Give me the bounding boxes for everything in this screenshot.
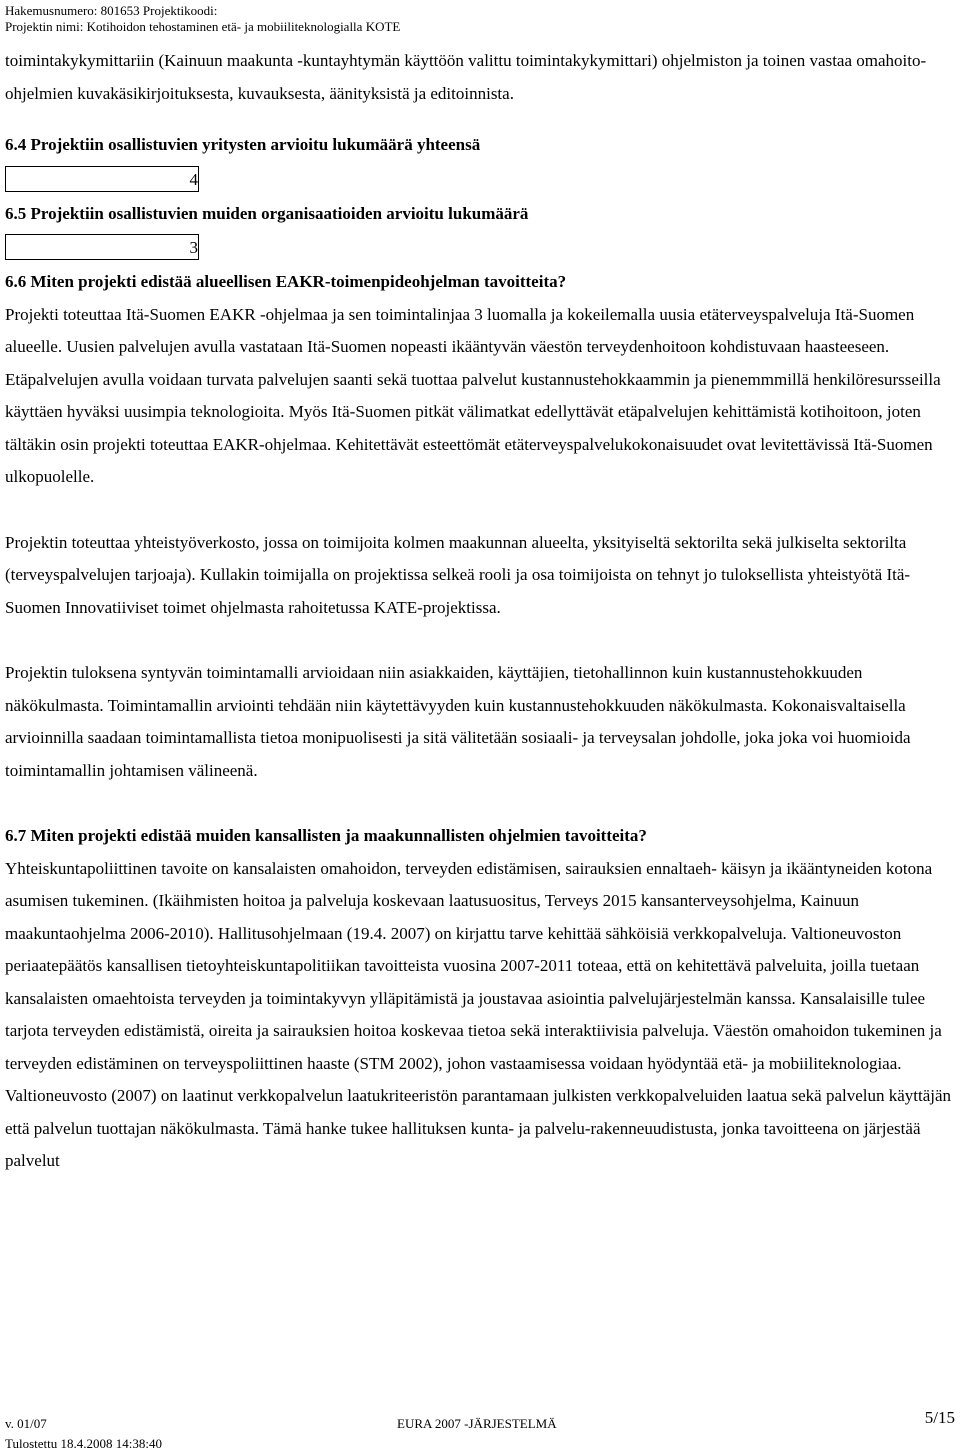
system-name: EURA 2007 -JÄRJESTELMÄ xyxy=(397,1416,557,1431)
section-6-6-paragraph: Projekti toteuttaa Itä-Suomen EAKR -ohjelmaa ja sen toimintalinjaa 3 luomalla ja kokeilemalla uusia etäterveyspalveluja Itä-Suomen alueelle. Uusien palvelujen avulla vastataan Itä-Suomen nopeasti ikääntyvän väestön terveydenhoitoon kohdistuvaan haasteeseen. Etäpalvelujen avulla voidaan turvata palvelujen saanti sekä tuottaa palvelut kustannustehokkaammin ja pienemmmillä henkilöresursseilla käyttäen hyväksi uusimpia teknologioita. Myös Itä-Suomen pitkät välimatkat edellyttävät etäpalvelujen kehittämistä kotihoitoon, joten tältäkin osin projekti toteuttaa EAKR-ohjelmaa. Kehitettävät esteettömät etäterveyspalvelukokonaisuudet ovat levitettävissä Itä-Suomen ulkopuolelle. xyxy=(5,304,941,486)
print-timestamp: Tulostettu 18.4.2008 14:38:40 xyxy=(5,1436,162,1451)
organisation-count-field xyxy=(5,234,199,260)
form-version: v. 01/07 xyxy=(5,1416,47,1431)
section-6-7-title: 6.7 Miten projekti edistää muiden kansallisten ja maakunnallisten ohjelmien tavoitteita? xyxy=(5,826,647,845)
section-6-6-paragraph: Projektin tuloksena syntyvän toimintamalli arvioidaan niin asiakkaiden, käyttäjien, tietohallinnon kuin kustannustehokkuuden näkökulmasta. Toimintamallin arviointi tehdään niin käytettävyyden kuin kustannustehokkuuden näkökulmasta. Kokonaisvaltaisella arvioinnilla saadaan toimintamallista tietoa monipuolisesti ja sitä välitetään sosiaali- ja terveysalan johdolle, joka joka voi huomioida toimintamallin johtamisen välineenä. xyxy=(5,663,911,780)
intro-paragraph: toimintakykymittariin (Kainuun maakunta -kuntayhtymän käyttöön valittu toimintakykymittari) ohjelmiston ja toinen vastaa omahoito-ohjelmien kuvakäsikirjoituksesta, kuvauksesta, äänityksistä ja editoinnista. xyxy=(5,51,927,103)
application-number: Hakemusnumero: 801653 Projektikoodi: xyxy=(5,3,218,18)
company-count-field xyxy=(5,166,199,192)
page-header xyxy=(5,3,400,35)
section-6-7-paragraph: Yhteiskuntapoliittinen tavoite on kansalaisten omahoidon, terveyden edistämisen, sairauksien ennaltaeh- käisyn ja ikääntyneiden kotona asumisen tukeminen. (Ikäihmisten hoitoa ja palveluja koskevaan laatusuositus, Terveys 2015 kansanterveysohjelma, Kainuun maakuntaohjelma 2006-2010). Hallitusohjelmaan (19.4. 2007) on kirjattu tarve kehittää sähköisiä verkkopalveluja. Valtioneuvoston periaatepäätös kansallisen tietoyhteiskuntapolitiikan tavoitteista vuosina 2007-2011 toteaa, että on kehitettävä palveluita, joilla tuetaan kansalaisten omaehtoista terveyden ja toimintakyvyn ylläpitämistä ja joustavaa asiointia palvelujärjestelmän kanssa. Kansalaisille tulee tarjota terveyden edistämistä, oireita ja sairauksien hoitoa koskevaa tietoa sekä interaktiivisia palveluja. Väestön omahoidon tukeminen ja terveyden edistäminen on terveyspoliittinen haaste (STM 2002), johon vastaamisessa voidaan hyödyntää etä- ja mobiiliteknologiaa. Valtioneuvosto (2007) on laatinut verkkopalvelun laatukriteeristön parantamaan julkisten verkkopalveluiden laatua sekä palvelun käyttäjän että palvelun tuottajan näkökulmasta. Tämä hanke tukee hallituksen kunta- ja palvelu-rakenneuudistusta, jonka tavoitteena on järjestää palvelut xyxy=(5,858,952,1170)
project-name: Projektin nimi: Kotihoidon tehostaminen etä- ja mobiiliteknologialla KOTE xyxy=(5,19,401,34)
section-6-4-title: 6.4 Projektiin osallistuvien yritysten arvioitu lukumäärä yhteensä xyxy=(5,135,481,154)
company-count-value: 4 xyxy=(189,169,198,189)
organisation-count-value: 3 xyxy=(189,238,198,257)
section-6-6-title: 6.6 Miten projekti edistää alueellisen EAKR-toimenpideohjelman tavoitteita? xyxy=(5,272,567,291)
section-6-5-title: 6.5 Projektiin osallistuvien muiden organisaatioiden arvioitu lukumäärä xyxy=(5,203,529,223)
document-body xyxy=(5,45,955,1178)
page-number: 5/15 xyxy=(924,1408,955,1427)
section-6-6-paragraph: Projektin toteuttaa yhteistyöverkosto, jossa on toimijoita kolmen maakunnan alueelta, yksityiseltä sektorilta sekä julkiselta sektorilta (terveyspalvelujen tarjoaja). Kullakin toimijalla on projektissa selkeä rooli ja osa toimijoista on tehnyt jo tuloksellista yhteistyötä Itä-Suomen Innovatiiviset toimet ohjelmasta rahoitetussa KATE-projektissa. xyxy=(5,532,911,617)
